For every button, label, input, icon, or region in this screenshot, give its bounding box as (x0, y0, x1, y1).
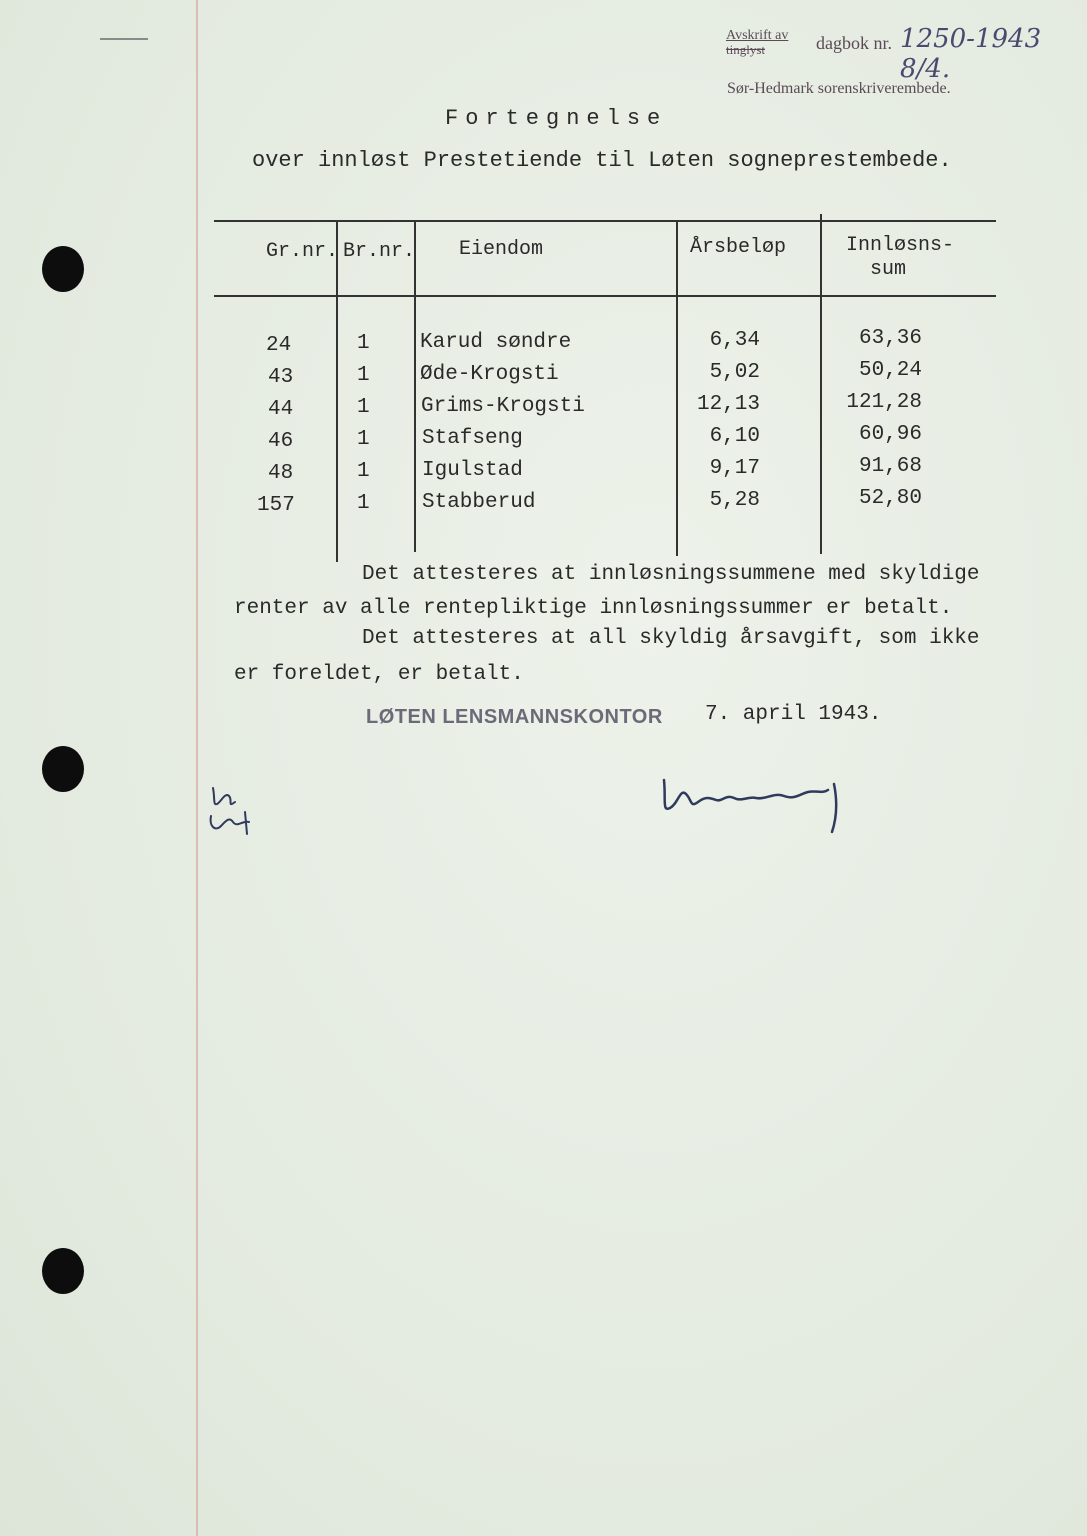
header-eiendom: Eiendom (459, 238, 544, 261)
stamp-avskrift: Avskrift av (726, 28, 789, 43)
cell-br-nr: 1 (357, 332, 370, 355)
cell-arsbelop: 5,02 (709, 361, 760, 384)
header-innlosning-line2: sum (870, 258, 907, 281)
cell-eiendom: Grims-Krogsti (421, 395, 585, 418)
header-innlosning-line1: Innløsns- (846, 234, 955, 257)
table-top-rule (214, 220, 996, 222)
margin-line (196, 0, 198, 1536)
cell-eiendom: Øde-Krogsti (420, 363, 559, 386)
cell-arsbelop: 5,28 (709, 489, 760, 512)
stamp-tinglyst: tinglyst (726, 42, 766, 57)
cell-gr-nr: 157 (257, 494, 295, 517)
column-divider (414, 222, 416, 552)
header-arsbelop: Årsbeløp (690, 236, 787, 259)
cell-br-nr: 1 (357, 396, 370, 419)
cell-innlosning: 60,96 (858, 423, 922, 446)
cell-gr-nr: 43 (268, 366, 294, 389)
cell-innlosning: 63,36 (858, 327, 922, 350)
punch-hole-icon (42, 1248, 84, 1294)
punch-hole-icon (42, 246, 84, 292)
document-subtitle: over innløst Prestetiende til Løten sogneprestembede. (252, 148, 952, 173)
document-title: Fortegnelse (445, 106, 668, 131)
attestation-line: Det attesteres at innløsningssummene med skyldige (362, 563, 980, 586)
cell-eiendom: Igulstad (422, 459, 523, 482)
cell-eiendom: Stabberud (422, 491, 536, 514)
attestation-line: er foreldet, er betalt. (234, 663, 524, 686)
initials-mark-icon (205, 782, 265, 842)
header-gr-nr: Gr.nr. (266, 240, 339, 263)
cell-innlosning: 91,68 (858, 455, 922, 478)
cell-innlosning: 52,80 (858, 487, 922, 510)
signature-icon (656, 770, 856, 840)
lensmann-stamp: LØTEN LENSMANNSKONTOR (366, 706, 663, 728)
cell-gr-nr: 44 (268, 398, 294, 421)
attestation-line: Det attesteres at all skyldig årsavgift, som ikke (362, 627, 980, 650)
cell-br-nr: 1 (357, 428, 370, 451)
cell-innlosning: 50,24 (858, 359, 922, 382)
cell-arsbelop: 6,10 (709, 425, 760, 448)
cell-br-nr: 1 (357, 492, 370, 515)
cell-gr-nr: 48 (268, 462, 294, 485)
stamp-dagbok: dagbok nr. (816, 33, 892, 53)
attestation-line: renter av alle rentepliktige innløsningssummer er betalt. (234, 597, 953, 620)
handwritten-dagbok-number: 1250-1943 8/4. (900, 24, 1042, 84)
cell-arsbelop: 9,17 (709, 457, 760, 480)
pencil-mark (100, 38, 148, 40)
cell-innlosning: 121,28 (846, 391, 922, 414)
stamp-sorenskriverembede: Sør-Hedmark sorenskriverembede. (727, 80, 951, 97)
cell-eiendom: Karud søndre (420, 331, 572, 354)
cell-arsbelop: 12,13 (696, 393, 760, 416)
column-divider (336, 222, 338, 562)
document-date: 7. april 1943. (705, 703, 882, 726)
cell-arsbelop: 6,34 (709, 329, 760, 352)
cell-eiendom: Stafseng (422, 427, 523, 450)
cell-gr-nr: 24 (266, 334, 292, 357)
header-br-nr: Br.nr. (343, 240, 416, 263)
table-header-rule (214, 295, 996, 297)
cell-br-nr: 1 (357, 364, 370, 387)
cell-gr-nr: 46 (268, 430, 294, 453)
punch-hole-icon (42, 746, 84, 792)
cell-br-nr: 1 (357, 460, 370, 483)
